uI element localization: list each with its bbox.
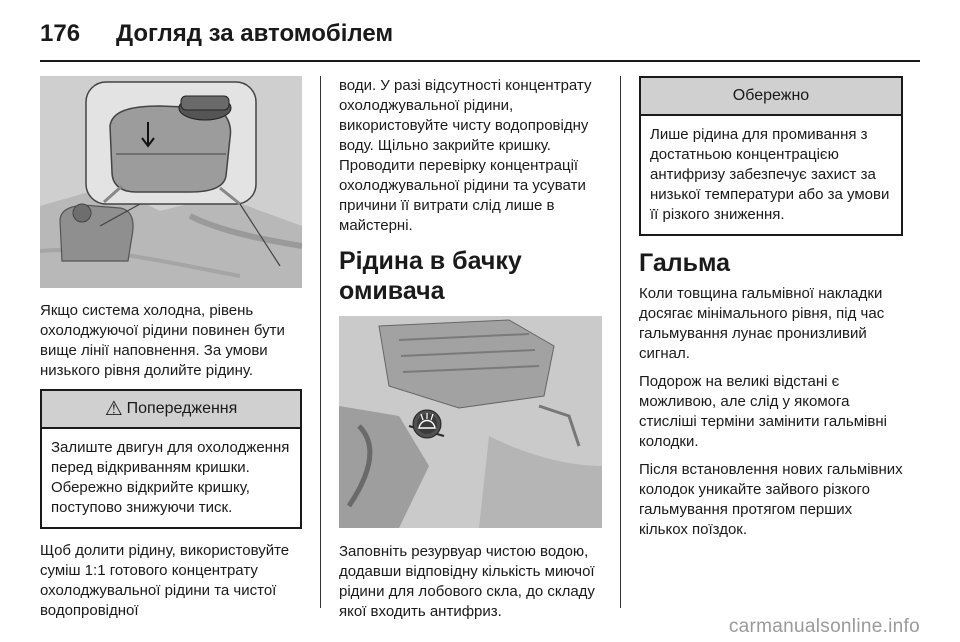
washer-reservoir-illustration: [339, 316, 602, 528]
page-number: 176: [40, 20, 81, 47]
caution-header: [641, 78, 901, 116]
page-title: Догляд за автомобілем: [116, 20, 394, 47]
brakes-heading: Гальма: [639, 249, 731, 277]
header-rule: [40, 60, 920, 62]
washer-fill-paragraph: Заповніть резурвуар чистою водою, додавши відповідну кількість миючої рідини для лобового скла, до складу якої входить антифриз.: [339, 543, 595, 620]
page-header: [40, 16, 920, 62]
warning-title: Попередження: [126, 400, 238, 417]
warning-text: Залиште двигун для охолодження перед відкриванням кришки. Обережно відкрийте кришку, поступово знижуючи тиск.: [51, 439, 290, 516]
column-2: [339, 76, 602, 630]
new-pads-paragraph: Після встановлення нових гальмівних колодок уникайте зайвого різкого гальмування протягом перших кількох поїздок.: [639, 461, 903, 538]
washer-reservoir-photo: [339, 316, 602, 528]
warning-header: [42, 391, 300, 429]
caution-text: Лише рідина для промивання з достатньою концентрацією антифризу забезпечує захист за низької температури або за умови її різкого зниження.: [650, 126, 890, 223]
coolant-concentration-paragraph: води. У разі відсутності концентрату охолоджувальної рідини, використовуйте чисту водопровідну воду. Щільно закрийте кришку. Проводити перевірку концентрації охолоджувальної рідини та усувати причини її витрати слід лише в майстерні.: [339, 77, 592, 234]
column-1: [40, 76, 302, 629]
warning-box: [40, 389, 302, 529]
refill-paragraph: Щоб долити рідину, використовуйте суміш 1:1 готового концентрату охолоджувальної рідини та чистої водопровідної: [40, 542, 290, 619]
coolant-reservoir-illustration: [40, 76, 302, 288]
warning-icon: ⚠: [104, 398, 123, 420]
watermark: carmanualsonline.info: [728, 616, 920, 637]
washer-fluid-heading: Рідина в бачку омивача: [339, 247, 522, 305]
column-3: [639, 76, 903, 548]
coolant-reservoir-photo: [40, 76, 302, 288]
brake-pad-paragraph: Коли товщина гальмівної накладки досягає мінімального рівня, під час гальмування лунає пронизливий сигнал.: [639, 285, 885, 362]
zoom-inset: [86, 82, 256, 204]
column-divider: [320, 76, 321, 608]
caution-box: [639, 76, 903, 236]
brake-travel-paragraph: Подорож на великі відстані є можливою, але слід у якомога стисліші терміни замінити гальмівні колодки.: [639, 373, 887, 450]
column-divider: [620, 76, 621, 608]
caution-title: Обережно: [732, 87, 810, 104]
coolant-level-paragraph: Якщо система холодна, рівень охолоджуючої рідини повинен бути вище лінії наповнення. За умови низького рівня долийте рідину.: [40, 302, 285, 379]
